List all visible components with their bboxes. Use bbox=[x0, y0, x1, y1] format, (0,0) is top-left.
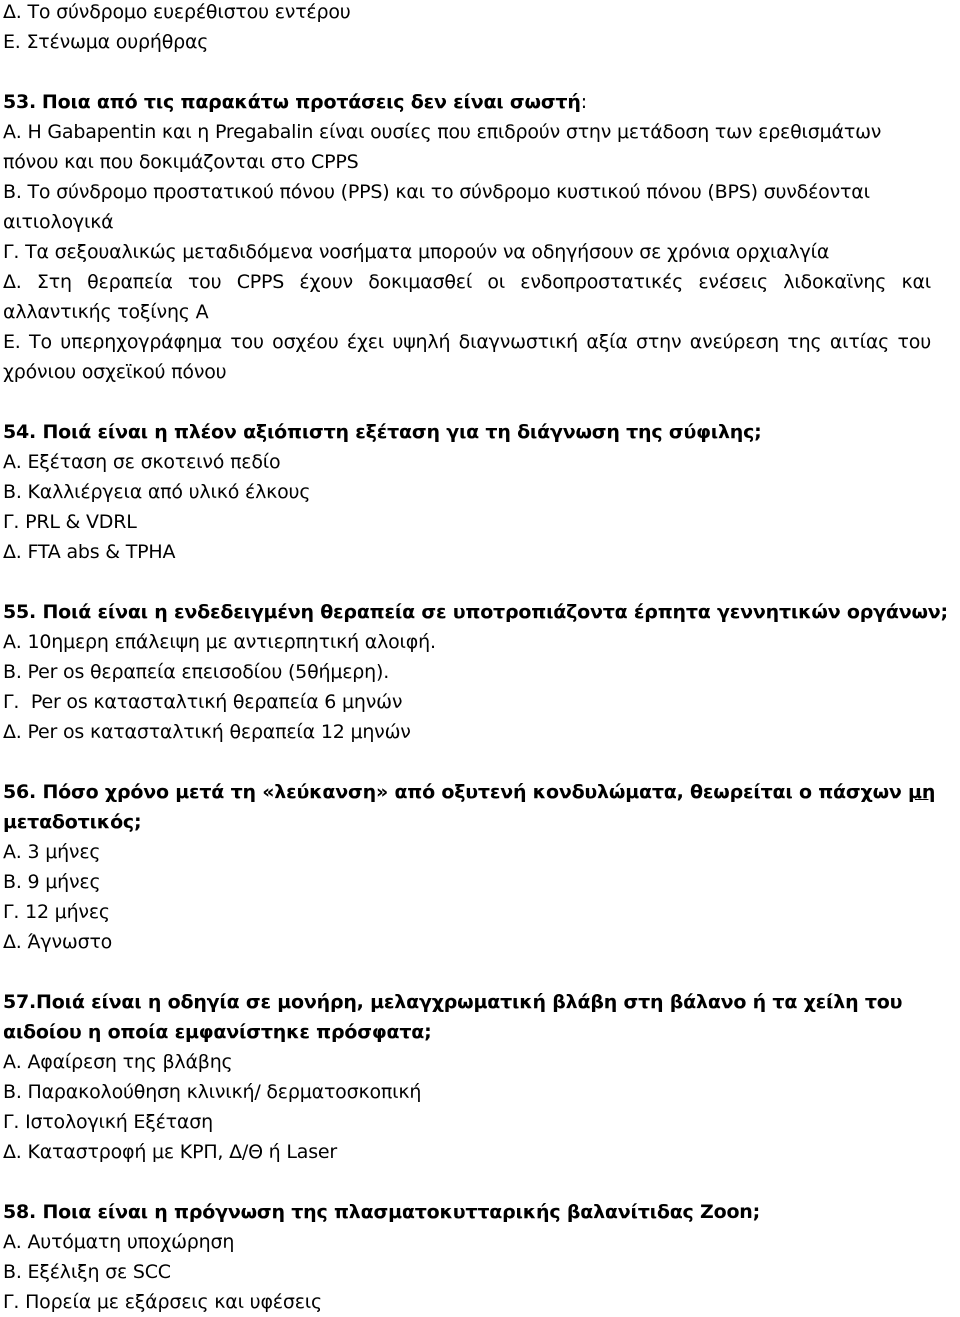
question-58-option-a: Α. Αυτόματη υποχώρηση bbox=[3, 1231, 235, 1253]
question-58-title: 58. Ποια είναι η πρόγνωση της πλασματοκυτταρικής βαλανίτιδας Zoon; bbox=[3, 1201, 761, 1223]
question-55-option-c: Γ. Per os κατασταλτική θεραπεία 6 μηνών bbox=[3, 691, 403, 713]
question-53-number: 53. bbox=[3, 91, 37, 113]
question-55-title: 55. Ποιά είναι η ενδεδειγμένη θεραπεία σε υποτροπιάζοντα έρπητα γεννητικών οργάνων; bbox=[3, 601, 948, 623]
question-56-option-c: Γ. 12 μήνες bbox=[3, 901, 110, 923]
question-53-title bbox=[3, 87, 931, 117]
question-55-option-d: Δ. Per os κατασταλτική θεραπεία 12 μηνών bbox=[3, 721, 411, 743]
document-page bbox=[3, 0, 948, 1317]
spacer bbox=[3, 1167, 931, 1197]
question-56-text-a: 56. Πόσο χρόνο μετά τη «λεύκανση» από οξυτενή κονδυλώματα, θεωρείται ο πάσχων bbox=[3, 781, 909, 803]
option-e-previous: Ε. Στένωμα ουρήθρας bbox=[3, 31, 209, 53]
question-54-option-a: Α. Εξέταση σε σκοτεινό πεδίο bbox=[3, 451, 281, 473]
question-53-option-b: Β. Το σύνδρομο προστατικού πόνου (PPS) και το σύνδρομο κυστικού πόνου (BPS) συνδέονται αιτιολογικά bbox=[3, 181, 870, 233]
spacer bbox=[3, 57, 931, 87]
spacer bbox=[3, 567, 931, 597]
question-56-option-a: Α. 3 μήνες bbox=[3, 841, 101, 863]
question-53-option-a: Α. Η Gabapentin και η Pregabalin είναι ουσίες που επιδρούν στην μετάδοση των ερεθισμάτων πόνου και που δοκιμάζονται στο CPPS bbox=[3, 121, 882, 173]
question-53-text: Ποια από τις παρακάτω προτάσεις δεν είναι σωστή bbox=[41, 91, 581, 113]
question-57-title: 57.Ποιά είναι η οδηγία σε μονήρη, μελαγχρωματική βλάβη στη βάλανο ή τα χείλη του bbox=[3, 991, 903, 1013]
spacer bbox=[3, 957, 931, 987]
question-58-option-b: Β. Εξέλιξη σε SCC bbox=[3, 1261, 171, 1283]
question-55-option-b: Β. Per os θεραπεία επεισοδίου (5θήμερη). bbox=[3, 661, 390, 683]
question-56-title bbox=[3, 777, 936, 807]
question-55-option-a: Α. 10ημερη επάλειψη με αντιερπητική αλοιφή. bbox=[3, 631, 436, 653]
question-54-option-b: Β. Καλλιέργεια από υλικό έλκους bbox=[3, 481, 311, 503]
question-56-underlined: μη bbox=[908, 781, 936, 803]
option-d-previous: Δ. Το σύνδρομο ευερέθιστου εντέρου bbox=[3, 1, 351, 23]
question-53-option-e: Ε. Το υπερηχογράφημα του οσχέου έχει υψηλή διαγνωστική αξία στην ανεύρεση της αιτίας του χρόνιου οσχεϊκού πόνου bbox=[3, 331, 931, 383]
question-53-option-c: Γ. Τα σεξουαλικώς μεταδιδόμενα νοσήματα μπορούν να οδηγήσουν σε χρόνια ορχιαλγία bbox=[3, 241, 830, 263]
question-54-option-c: Γ. PRL & VDRL bbox=[3, 511, 137, 533]
question-57-option-b: Β. Παρακολούθηση κλινική/ δερματοσκοπική bbox=[3, 1081, 422, 1103]
question-57-title-cont: αιδοίου η οποία εμφανίστηκε πρόσφατα; bbox=[3, 1021, 432, 1043]
question-57-option-a: Α. Αφαίρεση της βλάβης bbox=[3, 1051, 233, 1073]
question-57-option-c: Γ. Ιστολογική Εξέταση bbox=[3, 1111, 213, 1133]
spacer bbox=[3, 387, 931, 417]
question-53-option-d: Δ. Στη θεραπεία του CPPS έχουν δοκιμασθεί οι ενδοπροστατικές ενέσεις λιδοκαϊνης και αλλαντικής τοξίνης Α bbox=[3, 271, 931, 323]
question-56-option-b: Β. 9 μήνες bbox=[3, 871, 101, 893]
question-56-option-d: Δ. Άγνωστο bbox=[3, 931, 113, 953]
question-56-title-cont: μεταδοτικός; bbox=[3, 811, 142, 833]
spacer bbox=[3, 747, 931, 777]
question-57-option-d: Δ. Καταστροφή με ΚΡΠ, Δ/Θ ή Laser bbox=[3, 1141, 337, 1163]
question-54-option-d: Δ. FTA abs & TPHA bbox=[3, 541, 176, 563]
question-54-title: 54. Ποιά είναι η πλέον αξιόπιστη εξέταση για τη διάγνωση της σύφιλης; bbox=[3, 421, 762, 443]
question-58-option-c: Γ. Πορεία με εξάρσεις και υφέσεις bbox=[3, 1291, 322, 1313]
question-53-colon: : bbox=[580, 91, 587, 113]
